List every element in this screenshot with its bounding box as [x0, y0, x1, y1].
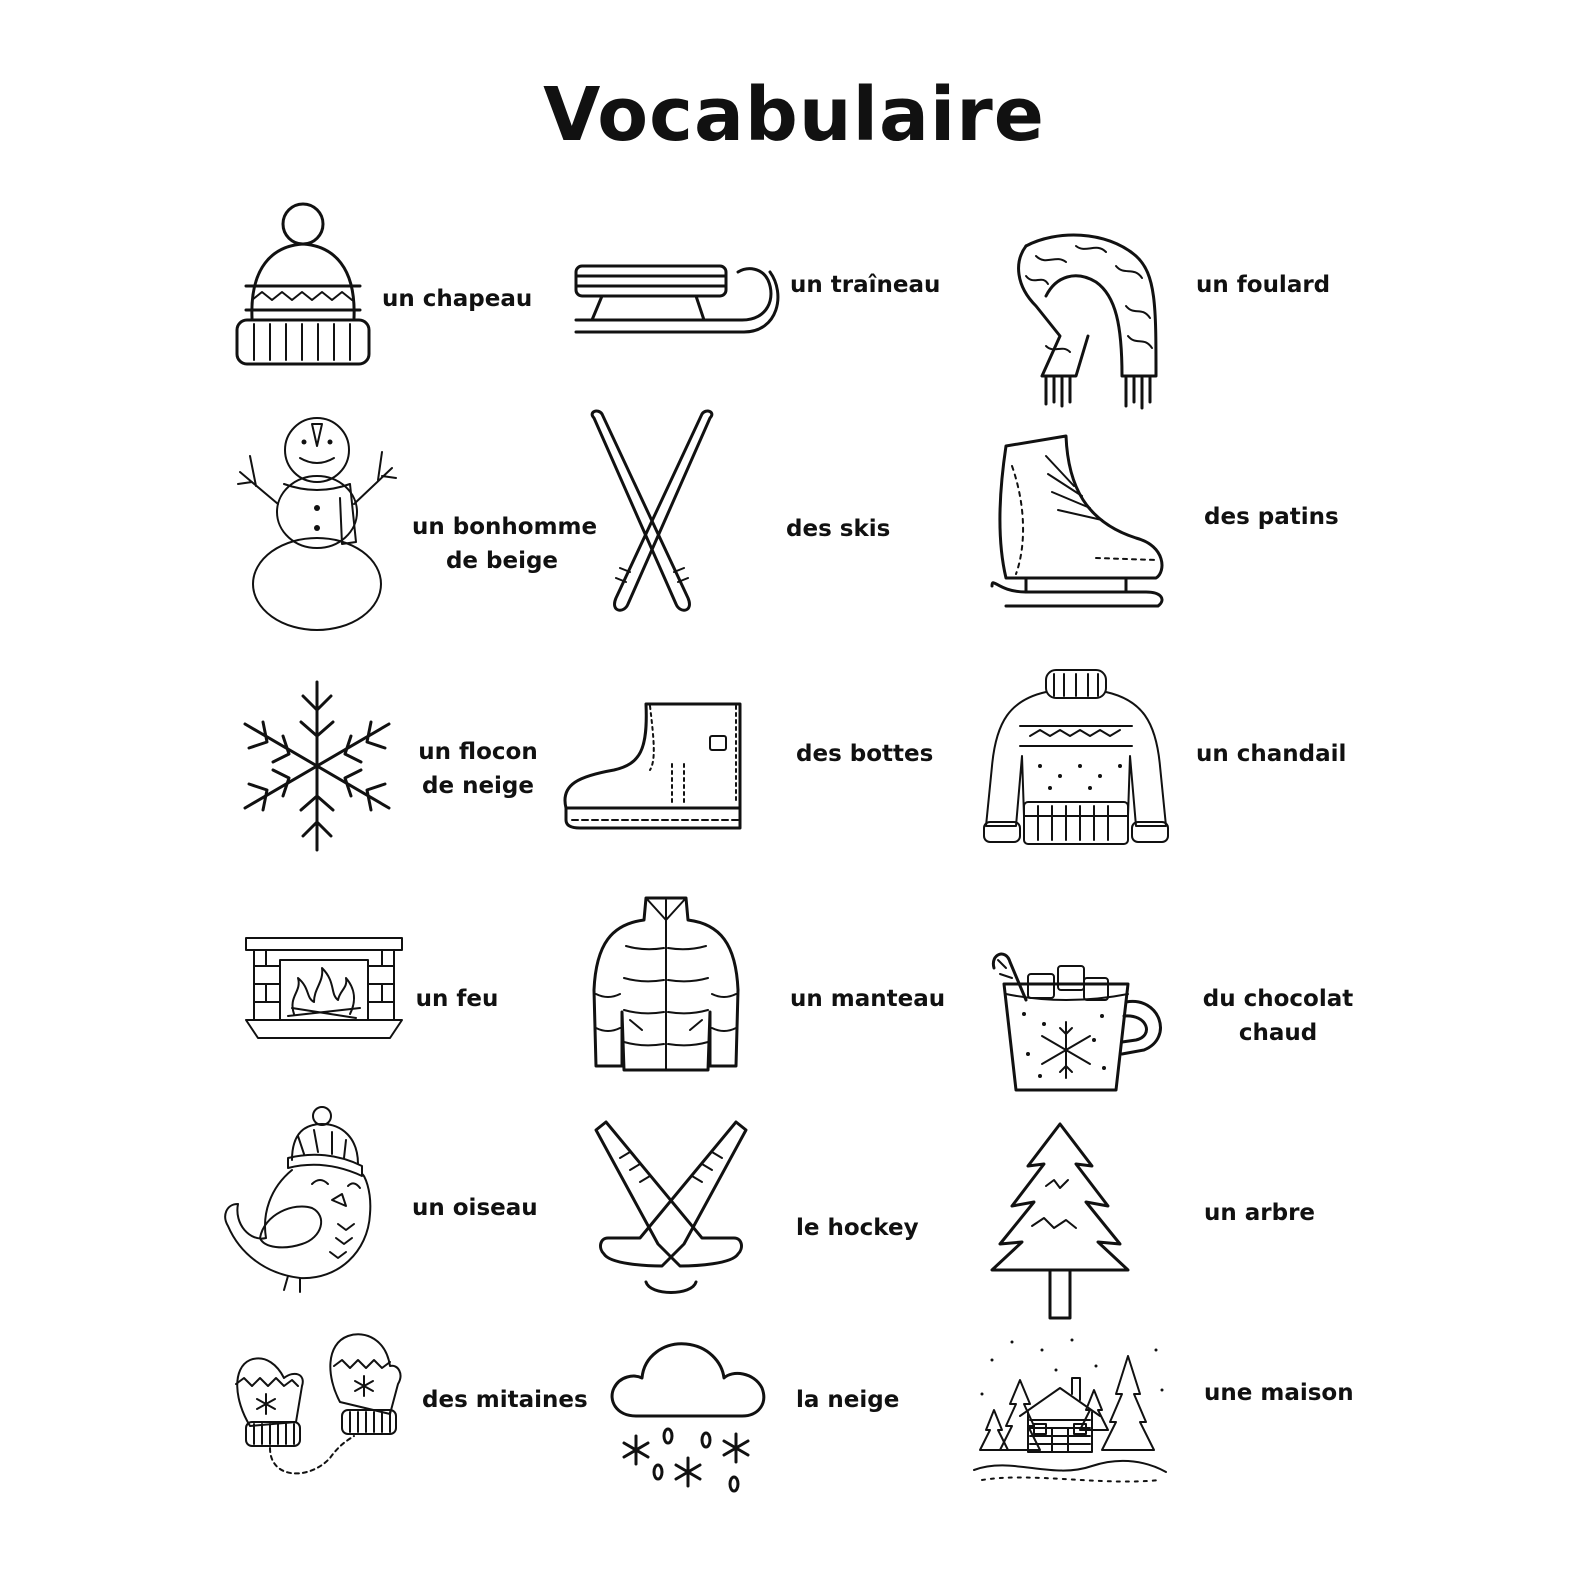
- skis-icon: [584, 408, 720, 614]
- mittens-icon: [230, 1330, 404, 1482]
- boot-icon: [560, 700, 746, 832]
- item-label: un chapeau: [382, 286, 533, 312]
- fireplace-icon: [244, 936, 404, 1040]
- pine-tree-icon: [988, 1120, 1132, 1322]
- puffer-jacket-icon: [590, 894, 742, 1074]
- item-label: des bottes: [796, 741, 934, 767]
- item-label: un foulard: [1196, 272, 1331, 298]
- knit-hat-icon: [232, 198, 374, 373]
- ice-skate-icon: [986, 426, 1170, 610]
- snowman-icon: [232, 412, 402, 632]
- item-label: un bonhomme de beige: [412, 514, 598, 574]
- item-label: un traîneau: [790, 272, 941, 298]
- snowflake-icon: [234, 676, 400, 856]
- item-label: une maison: [1204, 1380, 1354, 1406]
- page-title: Vocabulaire: [543, 72, 1045, 158]
- item-label: du chocolat chaud: [1202, 986, 1354, 1046]
- hockey-sticks-icon: [592, 1120, 750, 1302]
- snow-cloud-icon: [606, 1338, 768, 1496]
- item-label: un chandail: [1196, 741, 1347, 767]
- cabin-house-icon: [972, 1330, 1168, 1488]
- scarf-icon: [1006, 226, 1168, 411]
- item-label: le hockey: [796, 1215, 919, 1241]
- item-label: des patins: [1204, 504, 1339, 530]
- item-label: des mitaines: [422, 1387, 588, 1413]
- hot-chocolate-mug-icon: [984, 944, 1168, 1096]
- item-label: un arbre: [1204, 1200, 1316, 1226]
- bird-with-hat-icon: [220, 1104, 380, 1296]
- item-label: un flocon de neige: [418, 739, 538, 799]
- item-label: la neige: [796, 1387, 900, 1413]
- item-label: un manteau: [790, 986, 946, 1012]
- sweater-icon: [980, 666, 1172, 848]
- sled-icon: [572, 258, 780, 340]
- item-label: un feu: [415, 986, 499, 1012]
- item-label: un oiseau: [412, 1195, 538, 1221]
- item-label: des skis: [786, 516, 891, 542]
